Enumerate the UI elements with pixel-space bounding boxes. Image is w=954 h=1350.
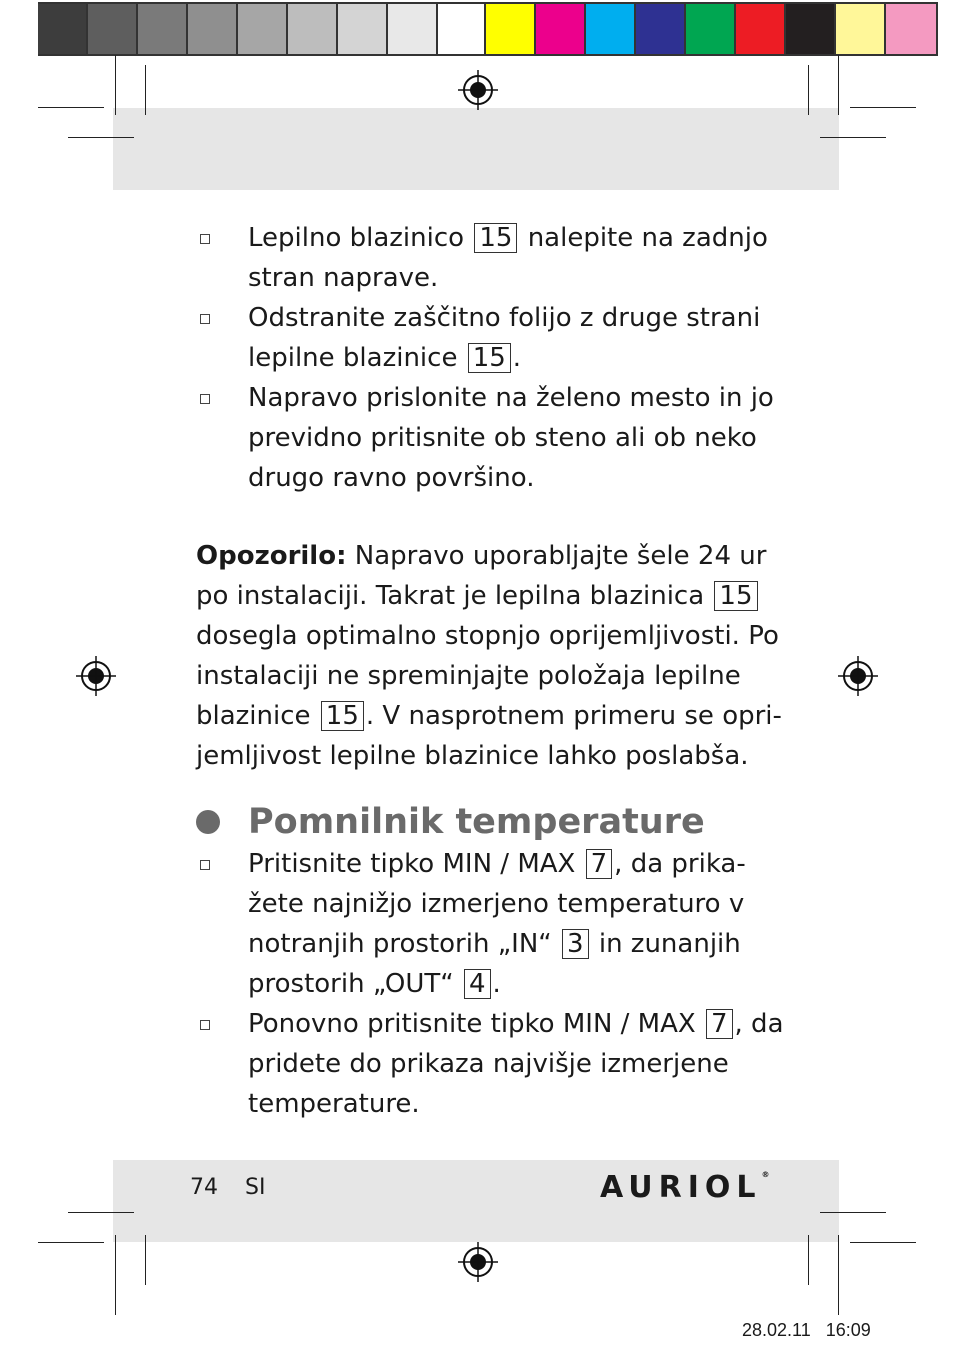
color-swatch — [886, 4, 936, 54]
color-swatch — [238, 4, 288, 54]
crop-mark — [38, 107, 104, 108]
color-swatch — [736, 4, 786, 54]
list-item: Pritisnite tipko MIN / MAX 7 , da prika-žete najnižjo izmerjeno temperaturo v notranjih prostorih „IN“ 3 in zunanjih prostorih „OUT“ 4 . — [196, 844, 796, 1004]
color-swatch — [586, 4, 636, 54]
checkbox-bullet-icon — [200, 860, 210, 870]
crop-mark — [68, 1212, 134, 1213]
bullet-dot-icon — [196, 810, 220, 834]
crop-mark — [820, 137, 886, 138]
color-swatch — [486, 4, 536, 54]
crop-mark — [115, 1235, 116, 1315]
color-swatch — [338, 4, 388, 54]
part-reference: 15 — [714, 581, 757, 611]
registration-mark-icon — [76, 656, 116, 696]
part-reference: 3 — [562, 929, 589, 959]
list-item: Napravo prislonite na želeno mesto in jo previdno pritisnite ob steno ali ob neko drugo ravno površino. — [196, 378, 796, 498]
part-reference: 15 — [468, 343, 511, 373]
color-swatch — [88, 4, 138, 54]
color-swatch — [188, 4, 238, 54]
page-content — [196, 218, 796, 1124]
color-swatch — [536, 4, 586, 54]
color-swatch — [438, 4, 488, 54]
crop-mark — [145, 65, 146, 115]
crop-mark — [838, 55, 839, 115]
checkbox-bullet-icon — [200, 1020, 210, 1030]
crop-mark — [115, 55, 116, 115]
print-timestamp: 28.02.11 16:09 — [742, 1320, 871, 1340]
section-heading: Pomnilnik temperature — [196, 800, 796, 844]
language-code: SI — [245, 1175, 266, 1200]
checkbox-bullet-icon — [200, 234, 210, 244]
part-reference: 7 — [706, 1009, 733, 1039]
grayscale-calibration-bar — [38, 2, 490, 56]
header-band — [113, 108, 839, 190]
checkbox-bullet-icon — [200, 394, 210, 404]
color-calibration-bar — [484, 2, 938, 56]
color-swatch — [636, 4, 686, 54]
color-swatch — [686, 4, 736, 54]
checkbox-bullet-icon — [200, 314, 210, 324]
crop-mark — [145, 1235, 146, 1285]
registration-mark-icon — [838, 656, 878, 696]
registration-mark-icon — [458, 70, 498, 110]
color-swatch — [288, 4, 338, 54]
list-item: Ponovno pritisnite tipko MIN / MAX 7 , da pridete do prikaza najvišje izmerjene temperature. — [196, 1004, 796, 1124]
crop-mark — [850, 1242, 916, 1243]
page-number: 74 — [190, 1175, 218, 1200]
part-reference: 4 — [464, 969, 491, 999]
part-reference: 7 — [586, 849, 613, 879]
crop-mark — [850, 107, 916, 108]
crop-mark — [820, 1212, 886, 1213]
registration-mark-icon — [458, 1242, 498, 1282]
color-swatch — [138, 4, 188, 54]
list-item: Lepilno blazinico 15 nalepite na zadnjo stran naprave. — [196, 218, 796, 298]
part-reference: 15 — [321, 701, 364, 731]
crop-mark — [808, 1235, 809, 1285]
part-reference: 15 — [474, 223, 517, 253]
crop-mark — [38, 1242, 104, 1243]
color-swatch — [836, 4, 886, 54]
crop-mark — [808, 65, 809, 115]
color-swatch — [786, 4, 836, 54]
list-item: Odstranite zaščitno folijo z druge strani lepilne blazinice 15 . — [196, 298, 796, 378]
warning-note: Opozorilo: Napravo uporabljajte šele 24 ur po instalaciji. Takrat je lepilna blazinica 15 dosegla optimalno stopnjo oprijemljivosti. Po instalaciji ne spreminjajte položaja lepilne blazinice 15 . V nasprotnem primeru se opri-jemljivost lepilne blazinice lahko poslabša. — [196, 541, 782, 771]
crop-mark — [68, 137, 134, 138]
warning-label: Opozorilo: — [196, 541, 347, 571]
color-swatch — [38, 4, 88, 54]
crop-mark — [838, 1235, 839, 1315]
brand-logo: AURIOL® — [600, 1170, 770, 1205]
color-swatch — [388, 4, 438, 54]
